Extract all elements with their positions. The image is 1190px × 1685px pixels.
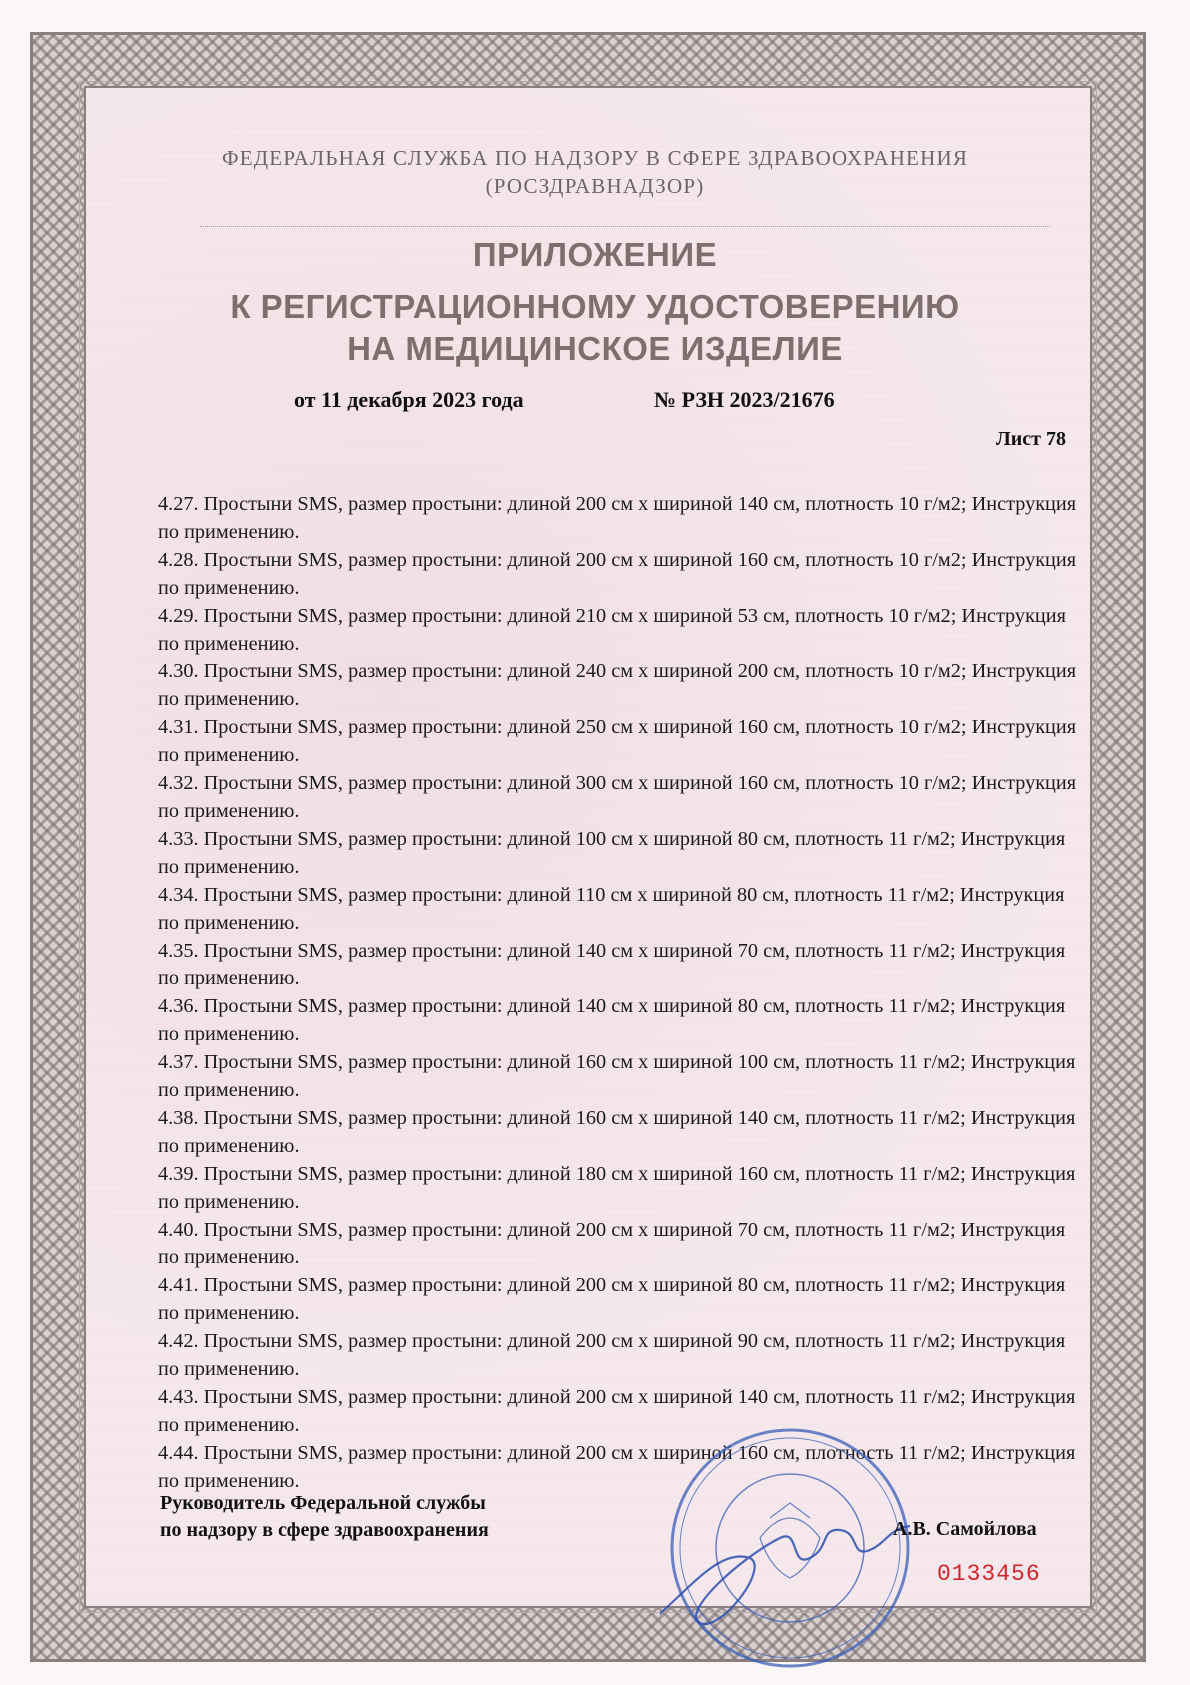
- sheet-number: Лист 78: [995, 428, 1066, 450]
- list-item: 4.35. Простыни SMS, размер простыни: длиной 140 см х шириной 70 см, плотность 11 г/м2; Инструкция по применению.: [158, 939, 1066, 990]
- registration-number: № РЗН 2023/21676: [654, 387, 835, 412]
- list-item: 4.39. Простыни SMS, размер простыни: длиной 180 см х шириной 160 см, плотность 11 г/м2; Инструкция по применению.: [158, 1162, 1076, 1213]
- list-item: 4.44. Простыни SMS, размер простыни: длиной 200 см х шириной 160 см, плотность 11 г/м2; Инструкция по применению.: [158, 1441, 1076, 1492]
- agency-abbreviation: (РОСЗДРАВНАДЗОР): [485, 174, 705, 198]
- list-item: 4.28. Простыни SMS, размер простыни: длиной 200 см х шириной 160 см, плотность 10 г/м2; Инструкция по применению.: [158, 548, 1077, 599]
- divider: [200, 226, 1050, 227]
- list-item: 4.38. Простыни SMS, размер простыни: длиной 160 см х шириной 140 см, плотность 11 г/м2; Инструкция по применению.: [158, 1106, 1076, 1157]
- list-item: 4.32. Простыни SMS, размер простыни: длиной 300 см х шириной 160 см, плотность 10 г/м2; Инструкция по применению.: [158, 772, 1077, 822]
- document-title-line-1: ПРИЛОЖЕНИЕ: [472, 236, 718, 273]
- signatory-position-line-1: Руководитель Федеральной службы: [160, 1492, 486, 1514]
- signatory-position-line-2: по надзору в сфере здравоохранения: [160, 1519, 489, 1541]
- signatory-name: А.В. Самойлова: [893, 1518, 1037, 1540]
- list-item: 4.34. Простыни SMS, размер простыни: длиной 110 см х шириной 80 см, плотность 11 г/м2; Инструкция по применению.: [158, 883, 1065, 934]
- list-item: 4.40. Простыни SMS, размер простыни: длиной 200 см х шириной 70 см, плотность 11 г/м2; Инструкция по применению.: [158, 1218, 1066, 1269]
- list-item: 4.41. Простыни SMS, размер простыни: длиной 200 см х шириной 80 см, плотность 11 г/м2; Инструкция по применению.: [158, 1274, 1066, 1325]
- document-title-line-2: К РЕГИСТРАЦИОННОМУ УДОСТОВЕРЕНИЮ: [230, 288, 960, 325]
- official-seal-stamp: [660, 1418, 920, 1678]
- document-title-line-3: НА МЕДИЦИНСКОЕ ИЗДЕЛИЕ: [347, 330, 843, 367]
- list-item: 4.42. Простыни SMS, размер простыни: длиной 200 см х шириной 90 см, плотность 11 г/м2; Инструкция по применению.: [158, 1330, 1066, 1381]
- list-item: 4.37. Простыни SMS, размер простыни: длиной 160 см х шириной 100 см, плотность 11 г/м2; Инструкция по применению.: [158, 1051, 1076, 1102]
- agency-name: ФЕДЕРАЛЬНАЯ СЛУЖБА ПО НАДЗОРУ В СФЕРЕ ЗДРАВООХРАНЕНИЯ: [221, 146, 969, 170]
- list-item: 4.27. Простыни SMS, размер простыни: длиной 200 см х шириной 140 см, плотность 10 г/м2; Инструкция по применению.: [158, 493, 1077, 543]
- list-item: 4.36. Простыни SMS, размер простыни: длиной 140 см х шириной 80 см, плотность 11 г/м2; Инструкция по применению.: [158, 995, 1066, 1046]
- list-item: 4.30. Простыни SMS, размер простыни: длиной 240 см х шириной 200 см, плотность 10 г/м2; Инструкция по применению.: [158, 660, 1077, 711]
- list-item: 4.31. Простыни SMS, размер простыни: длиной 250 см х шириной 160 см, плотность 10 г/м2; Инструкция по применению.: [158, 716, 1077, 767]
- signatory-position: [160, 1490, 489, 1544]
- list-item: 4.33. Простыни SMS, размер простыни: длиной 100 см х шириной 80 см, плотность 11 г/м2; Инструкция по применению.: [158, 827, 1066, 878]
- issue-date: от 11 декабря 2023 года: [294, 387, 524, 412]
- serial-number: 0133456: [937, 1561, 1041, 1587]
- list-item: 4.29. Простыни SMS, размер простыни: длиной 210 см х шириной 53 см, плотность 10 г/м2; Инструкция по применению.: [158, 604, 1066, 655]
- item-list: [158, 491, 1078, 1496]
- list-item: 4.43. Простыни SMS, размер простыни: длиной 200 см х шириной 140 см, плотность 11 г/м2; Инструкция по применению.: [158, 1386, 1076, 1436]
